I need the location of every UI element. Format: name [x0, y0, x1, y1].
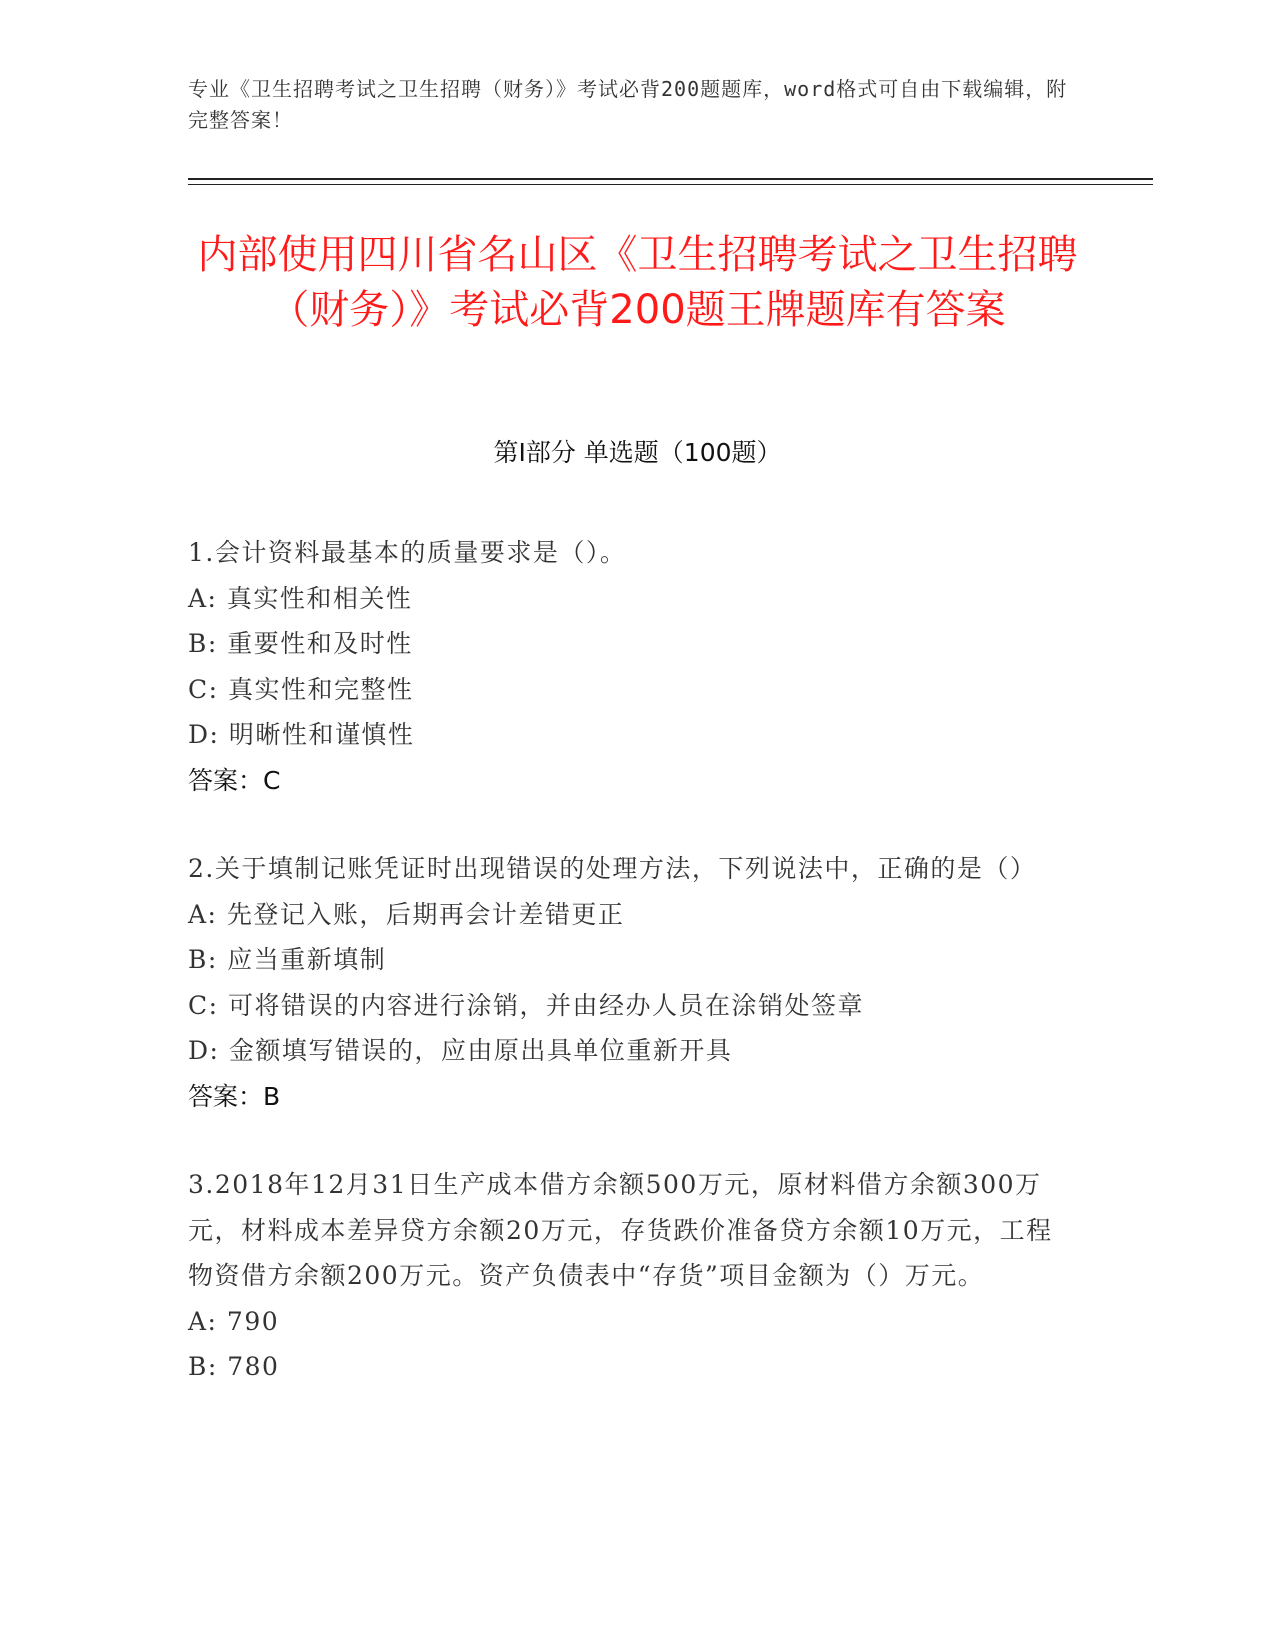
question-list: [188, 530, 1078, 1433]
document-title: 内部使用四川省名山区《卫生招聘考试之卫生招聘（财务）》考试必背200题王牌题库有答案: [197, 232, 1078, 333]
header-divider-thick: [188, 178, 1153, 180]
option-c: C: 真实性和完整性: [188, 674, 414, 704]
section-title: 第I部分 单选题（100题）: [493, 438, 782, 467]
question-text: 1.会计资料最基本的质量要求是（）。: [188, 538, 627, 567]
question-3: [188, 1162, 1078, 1390]
option-a: A: 790: [188, 1306, 280, 1336]
option-b: B: 重要性和及时性: [188, 629, 413, 658]
option-a: A: 先登记入账，后期再会计差错更正: [188, 899, 625, 929]
answer: 答案：B: [188, 1081, 281, 1111]
option-b: B: 780: [188, 1352, 280, 1381]
question-text: 2.关于填制记账凭证时出现错误的处理方法，下列说法中，正确的是（）: [188, 854, 1037, 883]
option-c: C: 可将错误的内容进行涂销，并由经办人员在涂销处签章: [188, 990, 865, 1020]
option-a: A: 真实性和相关性: [188, 583, 413, 613]
header-note: 专业《卫生招聘考试之卫生招聘（财务）》考试必背200题题库，word格式可自由下载编辑，附完整答案！: [188, 77, 1068, 132]
question-1: [188, 530, 1078, 803]
option-b: B: 应当重新填制: [188, 945, 387, 974]
question-text: 3.2018年12月31日生产成本借方余额500万元，原材料借方余额300万元，材料成本差异贷方余额20万元，存货跌价准备贷方余额10万元，工程物资借方余额200万元。资产负债表中“存货”项目金额为（）万元。: [188, 1170, 1053, 1290]
answer: 答案：C: [188, 765, 281, 795]
question-2: [188, 846, 1078, 1119]
option-d: D: 金额填写错误的，应由原出具单位重新开具: [188, 1036, 733, 1065]
header-divider-thin: [188, 184, 1153, 185]
option-d: D: 明晰性和谨慎性: [188, 720, 415, 749]
